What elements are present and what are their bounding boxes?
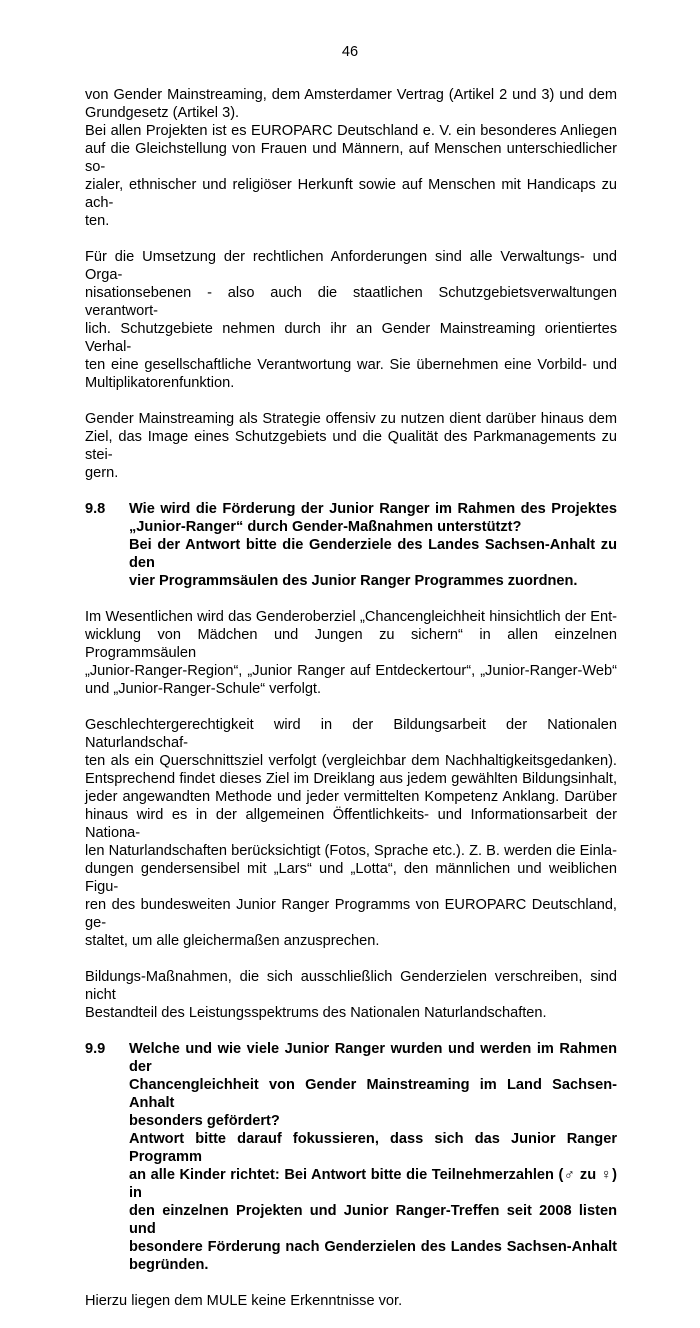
text-line: Hierzu liegen dem MULE keine Erkenntnisse vor. (85, 1293, 403, 1309)
text-line: lich. Schutzgebiete nehmen durch ihr an Gender Mainstreaming orientiertes Verhal- (85, 321, 617, 355)
text-line: Welche und wie viele Junior Ranger wurden und werden im Rahmen der (129, 1041, 617, 1075)
text-line: zialer, ethnischer und religiöser Herkunft sowie auf Menschen mit Handicaps zu ach- (85, 177, 617, 211)
text-line: und „Junior-Ranger-Schule“ verfolgt. (85, 681, 322, 697)
document-body (85, 86, 617, 1328)
question-number: 9.8 (85, 501, 106, 517)
text-line: an alle Kinder richtet: Bei Antwort bitte die Teilnehmerzahlen (♂ zu ♀) in (129, 1167, 617, 1201)
text-line: Für die Umsetzung der rechtlichen Anforderungen sind alle Verwaltungs- und Orga- (85, 249, 617, 283)
text-line: staltet, um alle gleichermaßen anzusprechen. (85, 933, 380, 949)
text-line: Antwort bitte darauf fokussieren, dass sich das Junior Ranger Programm (129, 1131, 617, 1165)
text-line: ten eine gesellschaftliche Verantwortung war. Sie übernehmen eine Vorbild- und (85, 357, 617, 373)
paragraph-geschlechtergerechtigkeit (85, 716, 617, 950)
text-line: von Gender Mainstreaming, dem Amsterdamer Vertrag (Artikel 2 und 3) und dem (85, 87, 617, 103)
text-line: Entsprechend findet dieses Ziel im Dreiklang aus jedem gewählten Bildungsinhalt, (85, 771, 617, 787)
text-line: Ziel, das Image eines Schutzgebiets und die Qualität des Parkmanagements zu stei- (85, 429, 617, 463)
text-line: Grundgesetz (Artikel 3). (85, 105, 240, 121)
text-line: „Junior-Ranger-Region“, „Junior Ranger auf Entdeckertour“, „Junior-Ranger-Web“ (85, 663, 617, 679)
text-line: Gender Mainstreaming als Strategie offensiv zu nutzen dient darüber hinaus dem (85, 411, 617, 427)
text-line: hinaus wird es in der allgemeinen Öffentlichkeits- und Informationsarbeit der Nationa- (85, 807, 617, 841)
paragraph-genderoberziel (85, 608, 617, 698)
question-9-8 (85, 500, 617, 590)
text-line: Chancengleichheit von Gender Mainstreaming im Land Sachsen-Anhalt (129, 1077, 617, 1111)
text-line: gern. (85, 465, 119, 481)
text-line: nisationsebenen - also auch die staatlichen Schutzgebietsverwaltungen verantwort- (85, 285, 617, 319)
text-line: Multiplikatorenfunktion. (85, 375, 235, 391)
paragraph-legal-requirements (85, 248, 617, 392)
paragraph-bildungs-massnahmen (85, 968, 617, 1022)
paragraph-gender-mainstreaming-legal (85, 86, 617, 230)
text-line: Bildungs-Maßnahmen, die sich ausschließlich Genderzielen verschreiben, sind nicht (85, 969, 617, 1003)
text-line: Geschlechtergerechtigkeit wird in der Bildungsarbeit der Nationalen Naturlandschaf- (85, 717, 617, 751)
text-line: ren des bundesweiten Junior Ranger Programms von EUROPARC Deutschland, ge- (85, 897, 617, 931)
text-line: Wie wird die Förderung der Junior Ranger im Rahmen des Projektes (129, 501, 617, 517)
text-line: den einzelnen Projekten und Junior Ranger-Treffen seit 2008 listen und (129, 1203, 617, 1237)
text-line: len Naturlandschaften berücksichtigt (Fotos, Sprache etc.). Z. B. werden die Einla- (85, 843, 617, 859)
text-line: besondere Förderung nach Genderzielen des Landes Sachsen-Anhalt (129, 1239, 617, 1255)
question-9-9 (85, 1040, 617, 1274)
page-number: 46 (341, 44, 359, 60)
text-line: begründen. (129, 1257, 209, 1273)
paragraph-strategy (85, 410, 617, 482)
question-text (129, 1040, 617, 1274)
text-line: Bestandteil des Leistungsspektrums des Nationalen Naturlandschaften. (85, 1005, 547, 1021)
text-line: Im Wesentlichen wird das Genderoberziel „Chancengleichheit hinsichtlich der Ent- (85, 609, 617, 625)
text-line: ten als ein Querschnittsziel verfolgt (vergleichbar dem Nachhaltigkeitsgedanken). (85, 753, 617, 769)
text-line: Bei allen Projekten ist es EUROPARC Deutschland e. V. ein besonderes Anliegen (85, 123, 617, 139)
text-line: vier Programmsäulen des Junior Ranger Programmes zuordnen. (129, 573, 578, 589)
paragraph-answer-9-9 (85, 1292, 617, 1310)
text-line: Bei der Antwort bitte die Genderziele des Landes Sachsen-Anhalt zu den (129, 537, 617, 571)
text-line: jeder angewandten Methode und jeder vermittelten Kompetenz Anklang. Darüber (85, 789, 617, 805)
text-line: „Junior-Ranger“ durch Gender-Maßnahmen unterstützt? (129, 519, 522, 535)
text-line: ten. (85, 213, 110, 229)
text-line: besonders gefördert? (129, 1113, 280, 1129)
text-line: dungen gendersensibel mit „Lars“ und „Lotta“, den männlichen und weiblichen Figu- (85, 861, 617, 895)
text-line: auf die Gleichstellung von Frauen und Männern, auf Menschen unterschiedlicher so- (85, 141, 617, 175)
text-line: wicklung von Mädchen und Jungen zu sichern“ in allen einzelnen Programmsäulen (85, 627, 617, 661)
question-text (129, 500, 617, 590)
question-number: 9.9 (85, 1041, 106, 1057)
